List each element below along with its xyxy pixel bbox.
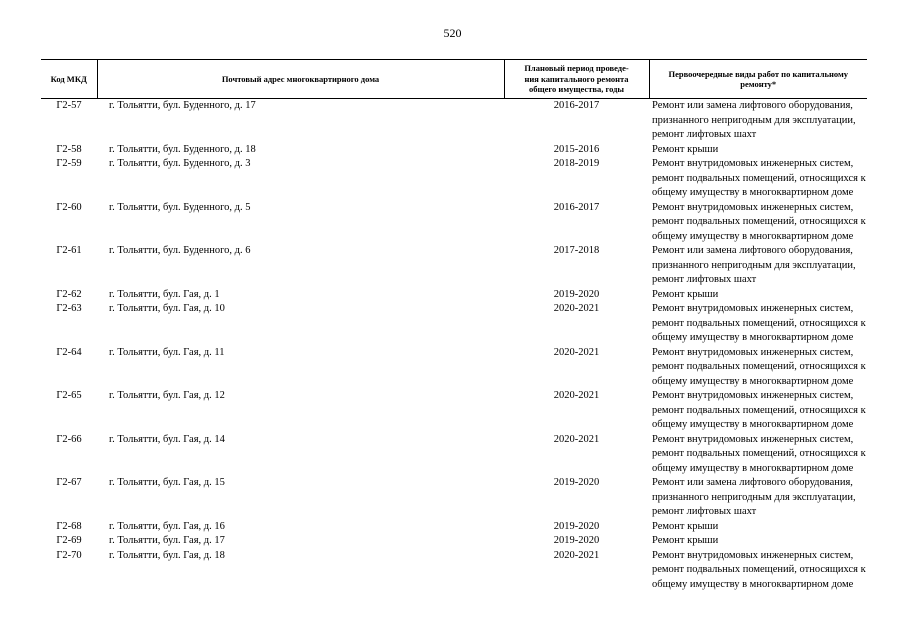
row-period: 2018-2019 [553,158,600,169]
header-works [649,60,867,99]
row-works-line: ремонт подвальных помещений, относящихся к [652,216,866,227]
row-works [649,302,867,346]
row-works [649,99,867,143]
row-code: Г2-62 [56,288,82,300]
row-period: 2020-2021 [553,303,600,314]
row-works-line: общему имуществу в многоквартирном доме [652,230,854,242]
row-period: 2015-2016 [553,143,600,155]
row-period: 2020-2021 [553,433,600,445]
row-period: 2016-2017 [553,100,600,111]
row-works [649,346,867,390]
header-code: Код МКД [41,60,97,99]
row-works-line: общему имуществу в многоквартирном доме [652,462,854,474]
row-works [649,288,867,303]
row-works-line: Ремонт внутридомовых инженерных систем, [652,158,854,169]
row-works-line: Ремонт внутридомовых инженерных систем, [652,201,854,213]
row-period: 2016-2017 [553,201,600,213]
page-number: 520 [443,26,462,40]
row-works-line: Ремонт внутридомовых инженерных систем, [652,303,854,314]
row-address: г. Тольятти, бул. Гая, д. 15 [109,477,225,488]
row-works-line: ремонт подвальных помещений, относящихся к [652,448,866,459]
row-period: 2019-2020 [553,520,600,532]
row-period: 2020-2021 [553,549,600,561]
capital-repair-table [41,59,867,592]
table-row [41,99,867,143]
row-works-line: признанного непригодным для эксплуатации, [652,114,856,126]
table-row [41,346,867,390]
row-works-line: Ремонт или замена лифтового оборудования, [652,100,853,111]
row-code: Г2-70 [56,549,82,561]
row-code: Г2-67 [56,477,82,488]
row-works-line: Ремонт внутридомовых инженерных систем, [652,433,854,445]
header-period-line: Плановый период проведе- [524,63,629,74]
row-period: 2020-2021 [553,390,600,401]
table-row [41,534,867,549]
row-address: г. Тольятти, бул. Гая, д. 10 [109,303,225,314]
table-row [41,143,867,158]
row-works [649,534,867,549]
row-code: Г2-65 [56,390,82,401]
row-period: 2019-2020 [553,477,600,488]
row-works-line: ремонт подвальных помещений, относящихся к [652,172,866,184]
row-works [649,157,867,201]
row-works-line: ремонт лифтовых шахт [652,506,757,517]
row-works-line: ремонт подвальных помещений, относящихся к [652,361,866,372]
row-code: Г2-68 [56,520,82,532]
row-works-line: общему имуществу в многоквартирном доме [652,578,854,590]
row-works [649,201,867,245]
table-row [41,433,867,477]
row-works-line: ремонт лифтовых шахт [652,274,757,285]
row-works-line: Ремонт внутридомовых инженерных систем, [652,346,854,358]
row-code: Г2-59 [56,158,82,169]
row-code: Г2-64 [56,346,82,358]
row-works-line: ремонт подвальных помещений, относящихся к [652,564,866,575]
row-works-line: общему имуществу в многоквартирном доме [652,187,854,198]
header-works-line: ремонту* [740,79,777,89]
row-address: г. Тольятти, бул. Гая, д. 1 [109,288,220,300]
row-address: г. Тольятти, бул. Гая, д. 14 [109,433,225,445]
row-works-line: ремонт лифтовых шахт [652,129,757,140]
row-works [649,549,867,593]
row-address: г. Тольятти, бул. Буденного, д. 17 [109,100,256,111]
row-code: Г2-63 [56,303,82,314]
row-code: Г2-60 [56,201,82,213]
row-period: 2019-2020 [553,288,600,300]
row-works-line: ремонт подвальных помещений, относящихся к [652,317,866,329]
row-works-line: признанного непригодным для эксплуатации, [652,259,856,271]
row-works [649,143,867,158]
header-address: Почтовый адрес многоквартирного дома [97,60,504,99]
row-works-line: Ремонт крыши [652,535,719,546]
row-address: г. Тольятти, бул. Гая, д. 11 [109,346,225,358]
row-works-line: общему имуществу в многоквартирном доме [652,419,854,430]
table-body [41,99,867,593]
row-code: Г2-58 [56,143,82,155]
header-works-line: Первоочередные виды работ по капитальному [668,68,849,79]
row-works-line: Ремонт крыши [652,143,719,155]
row-period: 2017-2018 [553,245,600,256]
row-works-line: общему имуществу в многоквартирном доме [652,332,854,343]
row-works-line: общему имуществу в многоквартирном доме [652,375,854,387]
row-works-line: Ремонт внутридомовых инженерных систем, [652,390,854,401]
table-header [41,60,867,99]
row-period: 2019-2020 [553,535,600,546]
row-address: г. Тольятти, бул. Гая, д. 17 [109,535,225,546]
row-works-line: Ремонт или замена лифтового оборудования, [652,477,853,488]
row-address: г. Тольятти, бул. Гая, д. 12 [109,390,225,401]
row-works-line: Ремонт крыши [652,288,719,300]
row-code: Г2-57 [56,100,82,111]
row-works-line: ремонт подвальных помещений, относящихся к [652,404,866,416]
row-address: г. Тольятти, бул. Буденного, д. 6 [109,245,251,256]
row-works [649,433,867,477]
table-row [41,288,867,303]
table-row [41,201,867,245]
row-code: Г2-66 [56,433,82,445]
table-row [41,389,867,433]
header-period [504,60,649,99]
table-row [41,549,867,593]
row-works-line: Ремонт или замена лифтового оборудования, [652,245,853,256]
header-period-line: ния капитального ремонта [524,73,629,84]
row-works-line: признанного непригодным для эксплуатации, [652,491,856,503]
row-address: г. Тольятти, бул. Буденного, д. 3 [109,158,251,169]
row-works [649,520,867,535]
table-row [41,302,867,346]
row-works [649,476,867,520]
row-works [649,389,867,433]
table-row [41,520,867,535]
row-code: Г2-61 [56,245,82,256]
row-address: г. Тольятти, бул. Гая, д. 16 [109,520,225,532]
row-period: 2020-2021 [553,346,600,358]
table-row [41,244,867,288]
row-address: г. Тольятти, бул. Буденного, д. 5 [109,201,251,213]
header-period-line: общего имущества, годы [528,84,625,95]
row-address: г. Тольятти, бул. Гая, д. 18 [109,549,225,561]
table-row [41,157,867,201]
row-works [649,244,867,288]
table-row [41,476,867,520]
row-code: Г2-69 [56,535,82,546]
row-works-line: Ремонт крыши [652,520,719,532]
row-works-line: Ремонт внутридомовых инженерных систем, [652,549,854,561]
row-address: г. Тольятти, бул. Буденного, д. 18 [109,143,256,155]
